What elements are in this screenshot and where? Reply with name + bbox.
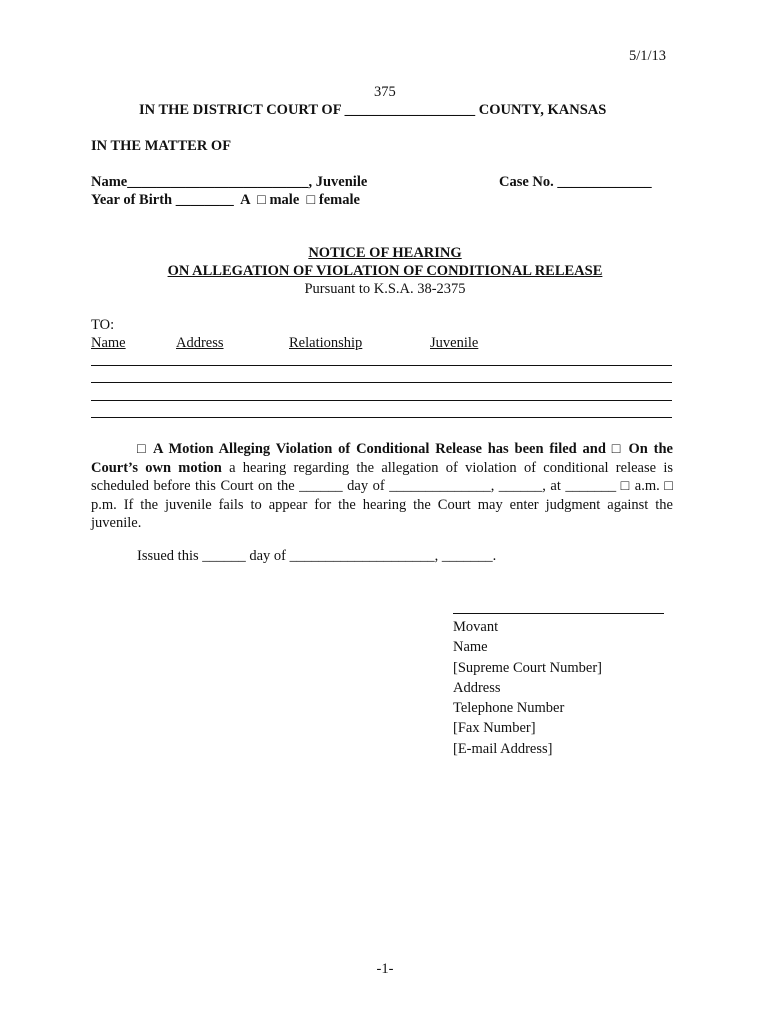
issued-line: Issued this ______ day of ____________________, _______. xyxy=(137,548,497,564)
matter-heading: IN THE MATTER OF xyxy=(91,138,232,154)
movant-label: Movant xyxy=(453,619,499,635)
movant-supreme-court-number: [Supreme Court Number] xyxy=(453,659,602,676)
form-date: 5/1/13 xyxy=(629,48,667,64)
court-prefix: IN THE DISTRICT COURT OF xyxy=(139,102,342,118)
movant-telephone: Telephone Number xyxy=(453,700,565,717)
movant-address: Address xyxy=(453,679,501,696)
court-suffix: COUNTY, KANSAS xyxy=(478,102,607,118)
column-juvenile: Juvenile xyxy=(430,335,479,351)
motion-statement: □ A Motion Alleging Violation of Conditional Release has been filed and □ On the Court’s own motion xyxy=(91,441,673,476)
case-number: Case No. _____________ xyxy=(499,174,652,190)
recipient-line xyxy=(91,400,672,401)
statute-reference: Pursuant to K.S.A. 38-2375 xyxy=(304,281,466,297)
movant-fax: [Fax Number] xyxy=(453,720,536,737)
recipient-line xyxy=(91,382,672,383)
recipient-line xyxy=(91,365,672,366)
to-label: TO: xyxy=(91,317,115,333)
hearing-notice-paragraph xyxy=(91,440,673,533)
column-relationship: Relationship xyxy=(289,335,363,351)
notice-title: NOTICE OF HEARING xyxy=(308,245,462,261)
movant-block xyxy=(453,617,602,759)
hearing-details: a hearing regarding the allegation of violation of conditional release is scheduled before this Court on the ______ day of ______________, ______, at _______ □ a.m. □ p.m. If the juvenile fails to appear for the hearing the Court may enter judgment against the juvenile. xyxy=(91,459,673,531)
juvenile-name-line: Name_________________________, Juvenile xyxy=(91,174,368,190)
page-number: -1- xyxy=(376,961,394,977)
year-of-birth-line: Year of Birth ________ A □ male □ female xyxy=(91,192,360,208)
column-name: Name xyxy=(91,335,126,351)
recipient-line xyxy=(91,417,672,418)
column-address: Address xyxy=(176,335,224,351)
movant-email: [E-mail Address] xyxy=(453,740,553,757)
court-heading xyxy=(139,102,606,119)
county-blank: __________________ xyxy=(344,102,476,118)
form-number: 375 xyxy=(374,84,396,100)
movant-name: Name xyxy=(453,639,488,656)
notice-subtitle: ON ALLEGATION OF VIOLATION OF CONDITIONAL RELEASE xyxy=(167,263,603,279)
signature-line xyxy=(453,613,664,614)
